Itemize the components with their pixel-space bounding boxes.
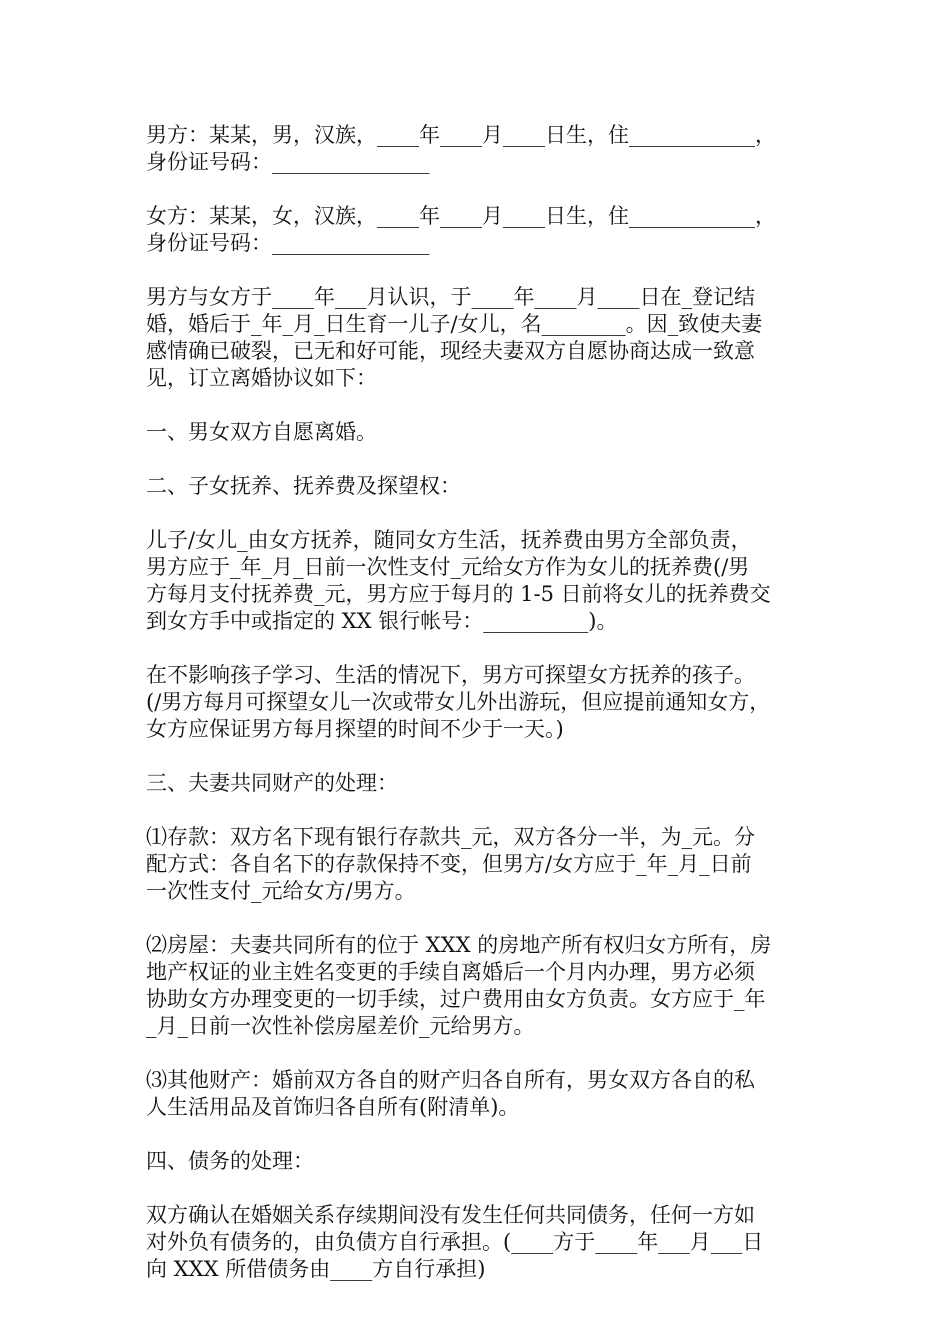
section-heading-property: 三、夫妻共同财产的处理：	[146, 771, 398, 795]
debts-paragraph: 双方确认在婚姻关系存续期间没有发生任何共同债务，任何一方如 对外负有债务的，由负债方自行承担。(____方于____年___月___日 向 XXX 所借债务由____方自行承担)	[146, 1203, 764, 1281]
property-house-paragraph: ⑵房屋：夫妻共同所有的位于 XXX 的房地产所有权归女方所有，房 地产权证的业主姓名变更的手续自离婚后一个月内办理，男方必须 协助女方办理变更的一切手续，过户费用由女方负责。女方应于_年 _月_日前一次性补偿房屋差价_元给男方。	[146, 933, 772, 1038]
background-paragraph: 男方与女方于____年___月认识，于____年____月____日在_登记结 婚，婚后于_年_月_日生育一儿子/女儿，名________。因_致使夫妻 感情确已破裂，已无和好可能，现经夫妻双方自愿协商达成一致意 见，订立离婚协议如下：	[146, 285, 763, 390]
property-deposits-paragraph: ⑴存款：双方名下现有银行存款共_元，双方各分一半，为_元。分 配方式：各自名下的存款保持不变，但男方/女方应于_年_月_日前 一次性支付_元给女方/男方。	[146, 825, 755, 903]
section-heading-divorce: 一、男女双方自愿离婚。	[146, 420, 377, 444]
party-female-info: 女方：某某，女，汉族，____年____月____日生，住____________， 身份证号码：_______________	[146, 204, 776, 255]
section-heading-child-support: 二、子女抚养、抚养费及探望权：	[146, 474, 461, 498]
agreement-body	[146, 122, 822, 1310]
property-other-paragraph: ⑶其他财产：婚前双方各自的财产归各自所有，男女双方各自的私 人生活用品及首饰归各自所有(附清单)。	[146, 1068, 755, 1119]
party-male-info: 男方：某某，男，汉族，____年____月____日生，住____________， 身份证号码：_______________	[146, 123, 776, 174]
child-support-paragraph: 儿子/女儿_由女方抚养，随同女方生活，抚养费由男方全部负责， 男方应于_年_月_日前一次性支付_元给女方作为女儿的抚养费(/男 方每月支付抚养费_元，男方应于每月的 1-5 日前将女儿的抚养费交 到女方手中或指定的 XX 银行帐号：__________)。	[146, 528, 771, 633]
section-heading-debts: 四、债务的处理：	[146, 1149, 314, 1173]
visitation-paragraph: 在不影响孩子学习、生活的情况下，男方可探望女方抚养的孩子。 (/男方每月可探望女儿一次或带女儿外出游玩，但应提前通知女方， 女方应保证男方每月探望的时间不少于一天。)	[146, 663, 771, 741]
